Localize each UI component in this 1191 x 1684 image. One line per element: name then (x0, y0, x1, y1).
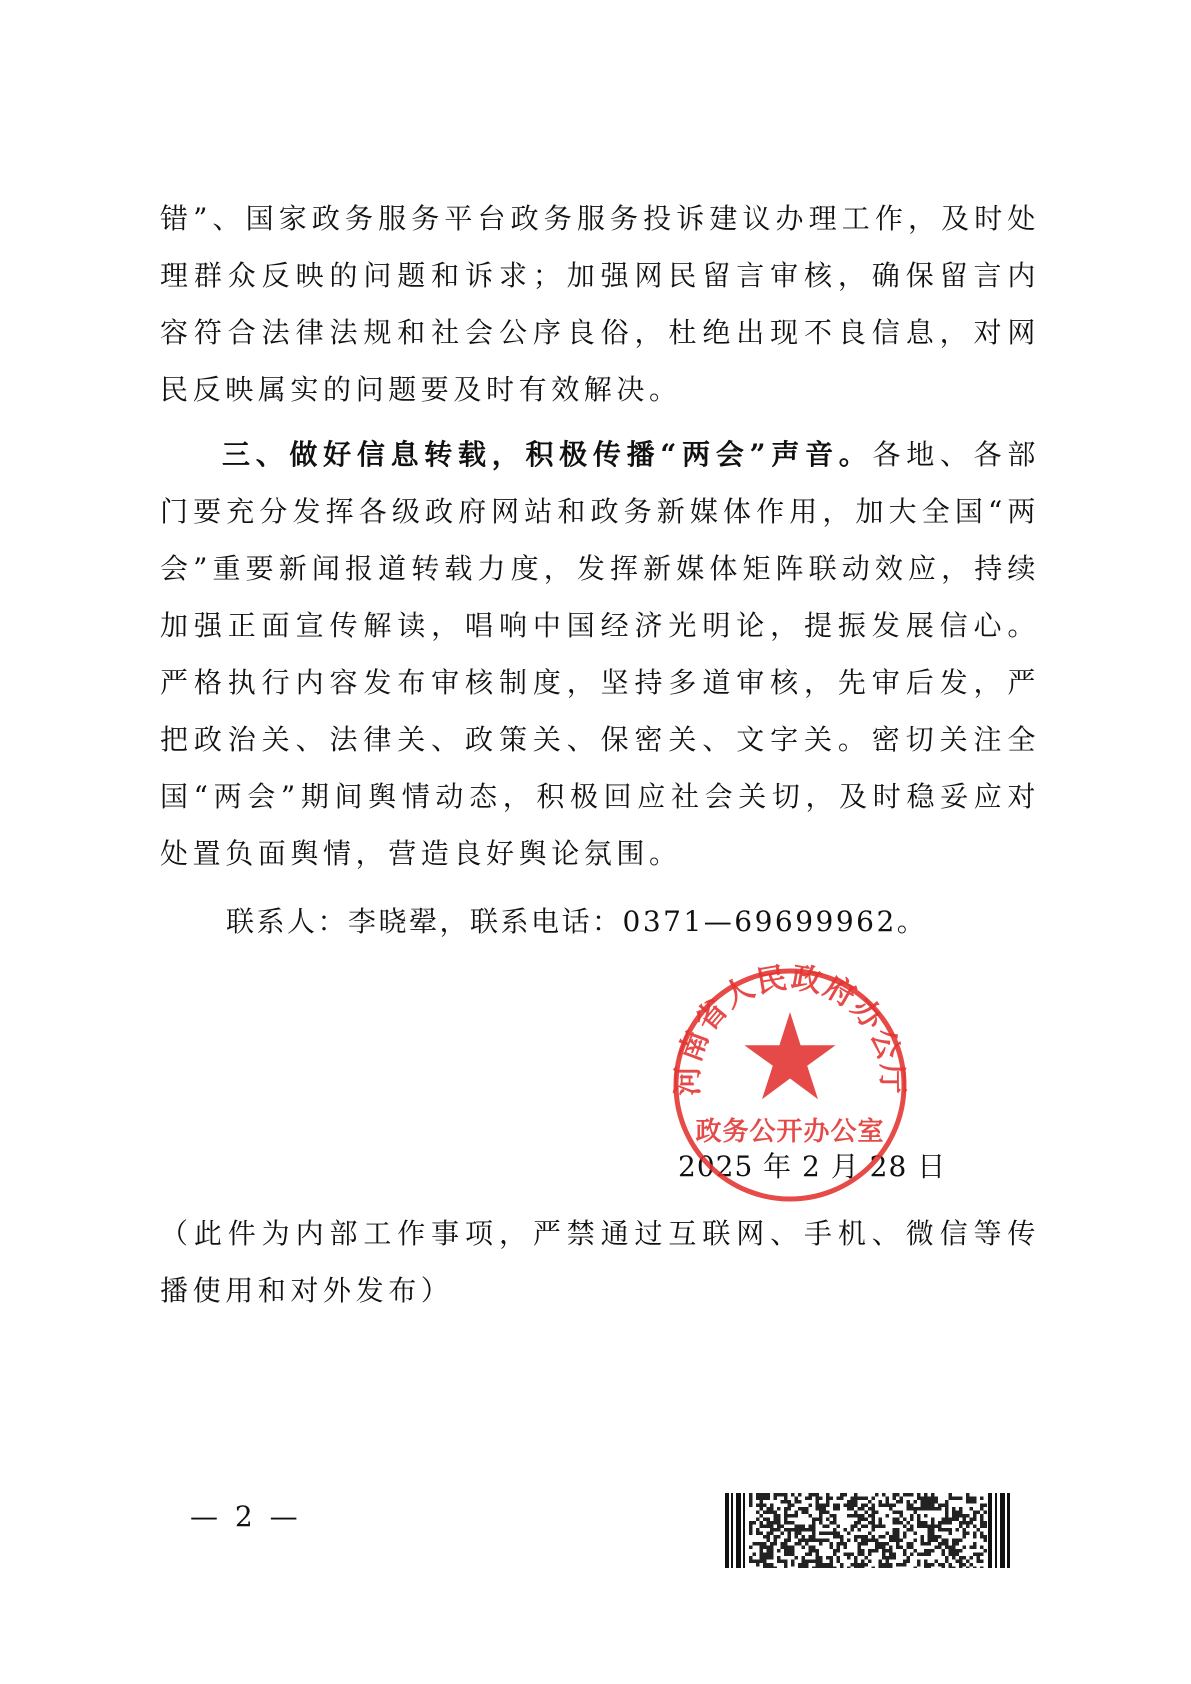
barcode-icon (725, 1493, 1010, 1568)
internal-notice: （此件为内部工作事项，严禁通过互联网、手机、微信等传播使用和对外发布） (160, 1217, 1040, 1307)
section-heading-three: 三、做好信息转载，积极传播“两会”声音。 (222, 438, 873, 471)
official-seal (665, 960, 915, 1210)
star-icon (744, 1012, 835, 1099)
page-number: — 2 — (190, 1500, 302, 1533)
issue-date: 2025 年 2 月 28 日 (678, 1150, 947, 1183)
section-body-three: 各地、各部门要充分发挥各级政府网站和政务新媒体作用，加大全国“两会”重要新闻报道转载力度，发挥新媒体矩阵联动效应，持续加强正面宣传解读，唱响中国经济光明论，提振发展信心。严格执行内容发布审核制度，坚持多道审核，先审后发，严把政治关、法律关、政策关、保密关、文字关。密切关注全国“两会”期间舆情动态，积极回应社会关切，及时稳妥应对处置负面舆情，营造良好舆论氛围。 (160, 438, 1040, 870)
svg-text:政务公开办公室: 政务公开办公室 (695, 1117, 885, 1147)
paragraph-complaint-handling: 错”、国家政务服务平台政务服务投诉建议办理工作，及时处理群众反映的问题和诉求；加强网民留言审核，确保留言内容符合法律法规和社会公序良俗，杜绝出现不良信息，对网民反映属实的问题要及时有效解决。 (160, 202, 1040, 406)
paragraph-info-reprint (160, 426, 1040, 882)
contact-line: 联系人：李晓翚，联系电话：0371—69699962。 (226, 905, 928, 938)
svg-text:河南省人民政府办公厅: 河南省人民政府办公厅 (670, 960, 910, 1096)
